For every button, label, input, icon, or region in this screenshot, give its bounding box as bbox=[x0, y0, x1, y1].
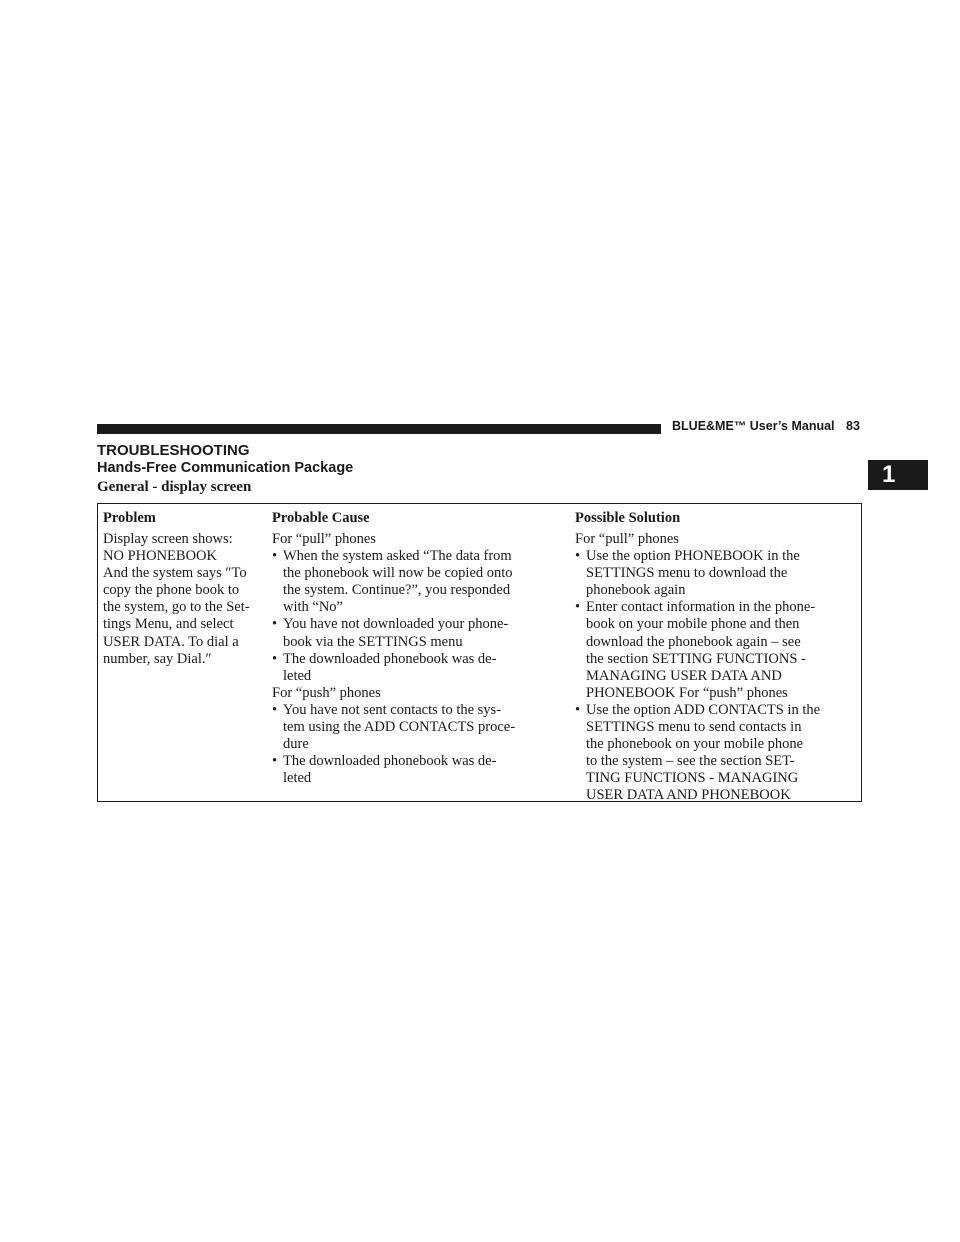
cause-cell bbox=[272, 531, 562, 787]
problem-cell bbox=[103, 531, 273, 668]
cause-bullet bbox=[272, 548, 562, 616]
bullet-line: PHONEBOOK For “push” phones bbox=[586, 684, 788, 701]
cause-push-heading: For “push” phones bbox=[272, 684, 381, 701]
bullet-line: tem using the ADD CONTACTS proce- bbox=[283, 719, 516, 736]
bullet-line: leted bbox=[283, 770, 312, 787]
bullet-marker: • bbox=[272, 548, 278, 565]
bullet-marker: • bbox=[272, 701, 278, 718]
bullet-line: SETTINGS menu to download the bbox=[586, 565, 788, 582]
problem-line: USER DATA. To dial a bbox=[103, 633, 239, 650]
problem-line: the system, go to the Set- bbox=[103, 599, 250, 616]
problem-line: Display screen shows: bbox=[103, 531, 233, 547]
bullet-marker: • bbox=[575, 701, 581, 718]
bullet-marker: • bbox=[575, 548, 581, 565]
bullet-line: Use the option ADD CONTACTS in the bbox=[586, 701, 821, 718]
problem-line: number, say Dial.″ bbox=[103, 650, 212, 667]
bullet-line: leted bbox=[283, 667, 312, 684]
solution-bullet bbox=[575, 599, 860, 702]
header-rule bbox=[97, 424, 661, 434]
bullet-line: with “No” bbox=[283, 599, 343, 616]
bullet-line: book on your mobile phone and then bbox=[586, 616, 800, 633]
subsection-title: Hands-Free Communication Package bbox=[97, 460, 354, 476]
bullet-line: The downloaded phonebook was de- bbox=[283, 753, 497, 770]
manual-title: BLUE&ME™ User’s Manual bbox=[672, 419, 835, 433]
problem-line: tings Menu, and select bbox=[103, 616, 234, 633]
bullet-line: The downloaded phonebook was de- bbox=[283, 650, 497, 667]
bullet-line: dure bbox=[283, 736, 309, 753]
bullet-line: the phonebook will now be copied onto bbox=[283, 565, 513, 582]
bullet-marker: • bbox=[272, 650, 278, 667]
bullet-marker: • bbox=[272, 753, 278, 770]
table-title: General - display screen bbox=[97, 479, 252, 495]
bullet-line: SETTINGS menu to send contacts in bbox=[586, 719, 802, 736]
bullet-marker: • bbox=[272, 616, 278, 633]
cause-bullet bbox=[272, 753, 562, 787]
column-header-solution: Possible Solution bbox=[575, 510, 681, 526]
chapter-tab: 1 bbox=[868, 460, 928, 490]
solution-bullet bbox=[575, 702, 860, 805]
problem-line: copy the phone book to bbox=[103, 582, 240, 599]
bullet-line: the system. Continue?”, you responded bbox=[283, 582, 511, 599]
bullet-line: Use the option PHONEBOOK in the bbox=[586, 548, 800, 565]
bullet-line: book via the SETTINGS menu bbox=[283, 633, 463, 650]
solution-pull-heading: For “pull” phones bbox=[575, 531, 679, 547]
cause-bullet bbox=[272, 702, 562, 753]
bullet-line: You have not sent contacts to the sys- bbox=[283, 701, 502, 718]
bullet-line: to the system – see the section SET- bbox=[586, 753, 795, 770]
troubleshooting-table bbox=[97, 503, 862, 802]
bullet-line: download the phonebook again – see bbox=[586, 633, 801, 650]
cause-bullet bbox=[272, 651, 562, 685]
bullet-line: Enter contact information in the phone- bbox=[586, 599, 816, 616]
solution-cell bbox=[575, 531, 860, 805]
problem-line: And the system says ″To bbox=[103, 565, 247, 582]
cause-bullet bbox=[272, 616, 562, 650]
bullet-line: the phonebook on your mobile phone bbox=[586, 736, 804, 753]
bullet-line: phonebook again bbox=[586, 582, 686, 599]
bullet-line: You have not downloaded your phone- bbox=[283, 616, 509, 633]
bullet-marker: • bbox=[575, 599, 581, 616]
bullet-line: TING FUNCTIONS - MANAGING bbox=[586, 770, 799, 787]
section-title: TROUBLESHOOTING bbox=[97, 442, 250, 459]
bullet-line: MANAGING USER DATA AND bbox=[586, 667, 782, 684]
column-header-problem: Problem bbox=[103, 510, 156, 526]
bullet-line: USER DATA AND PHONEBOOK bbox=[586, 787, 791, 804]
bullet-line: the section SETTING FUNCTIONS - bbox=[586, 650, 806, 667]
column-header-cause: Probable Cause bbox=[272, 510, 370, 526]
bullet-line: When the system asked “The data from bbox=[283, 548, 512, 565]
problem-line: NO PHONEBOOK bbox=[103, 548, 217, 565]
solution-bullet bbox=[575, 548, 860, 599]
page-number: 83 bbox=[846, 419, 860, 433]
cause-pull-heading: For “pull” phones bbox=[272, 531, 376, 547]
